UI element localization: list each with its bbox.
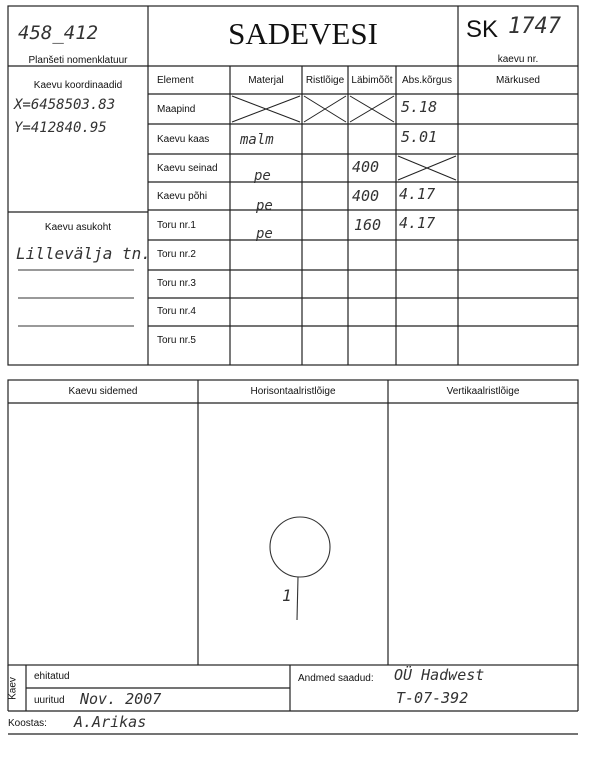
location-label: Kaevu asukoht: [44, 222, 112, 233]
sk-prefix: SK: [466, 16, 499, 43]
data-source-ref: T-07-392: [396, 689, 469, 707]
cross-section-sketch: [270, 517, 330, 620]
row-material: pe: [254, 168, 271, 184]
row-material: pe: [256, 198, 273, 214]
compiled-label: Koostas:: [8, 718, 47, 729]
row-element: Toru nr.2: [157, 249, 196, 260]
pipe-number-mark: 1: [282, 586, 292, 605]
kaev-label: Kaev: [7, 677, 19, 700]
row-element: Kaevu põhi: [157, 191, 208, 202]
header-element: Element: [157, 75, 194, 86]
row-element: Kaevu seinad: [157, 163, 218, 174]
section-horizontal: Horisontaalristlõige: [250, 386, 336, 397]
row-height: 5.18: [401, 98, 438, 116]
row-height: 4.17: [399, 185, 436, 203]
section-connections: Kaevu sidemed: [68, 386, 138, 397]
data-source-value: OÜ Hadwest: [394, 666, 485, 684]
coordinate-y: Y=412840.95: [14, 120, 107, 136]
row-height: 4.17: [399, 214, 436, 232]
compiled-value: A.Arikas: [74, 713, 147, 731]
row-element: Toru nr.4: [157, 306, 196, 317]
location-value: Lillevälja tn.: [16, 244, 151, 263]
row-material: malm: [240, 132, 274, 148]
header-material: Materjal: [248, 75, 284, 86]
surveyed-label: uuritud: [34, 695, 65, 706]
nomenclature-label: Planšeti nomenklatuur: [28, 55, 128, 66]
built-label: ehitatud: [34, 671, 70, 682]
header-abs-height: Abs.kõrgus: [401, 75, 453, 86]
coordinate-x: X=6458503.83: [14, 97, 116, 113]
nomenclature-value: 458_412: [18, 22, 99, 44]
row-element: Toru nr.5: [157, 335, 196, 346]
well-number-label: kaevu nr.: [497, 54, 539, 65]
coordinates-label: Kaevu koordinaadid: [33, 80, 123, 91]
well-number: 1747: [508, 14, 561, 39]
row-element: Toru nr.3: [157, 278, 196, 289]
header-notes: Märkused: [496, 75, 540, 86]
row-element: Kaevu kaas: [157, 134, 210, 145]
row-diameter: 400: [352, 187, 380, 205]
row-element: Toru nr.1: [157, 220, 196, 231]
row-element: Maapind: [157, 104, 196, 115]
page-title: SADEVESI: [228, 16, 378, 51]
section-vertical: Vertikaalristlõige: [446, 386, 520, 397]
row-diameter: 400: [352, 158, 380, 176]
row-diameter: 160: [354, 216, 382, 234]
surveyed-value: Nov. 2007: [80, 690, 162, 708]
row-material: pe: [256, 226, 273, 242]
row-height: 5.01: [401, 128, 438, 146]
data-source-label: Andmed saadud:: [298, 673, 374, 684]
header-cross-section: Ristlõige: [305, 75, 345, 86]
header-diameter: Läbimõõt: [351, 75, 393, 86]
